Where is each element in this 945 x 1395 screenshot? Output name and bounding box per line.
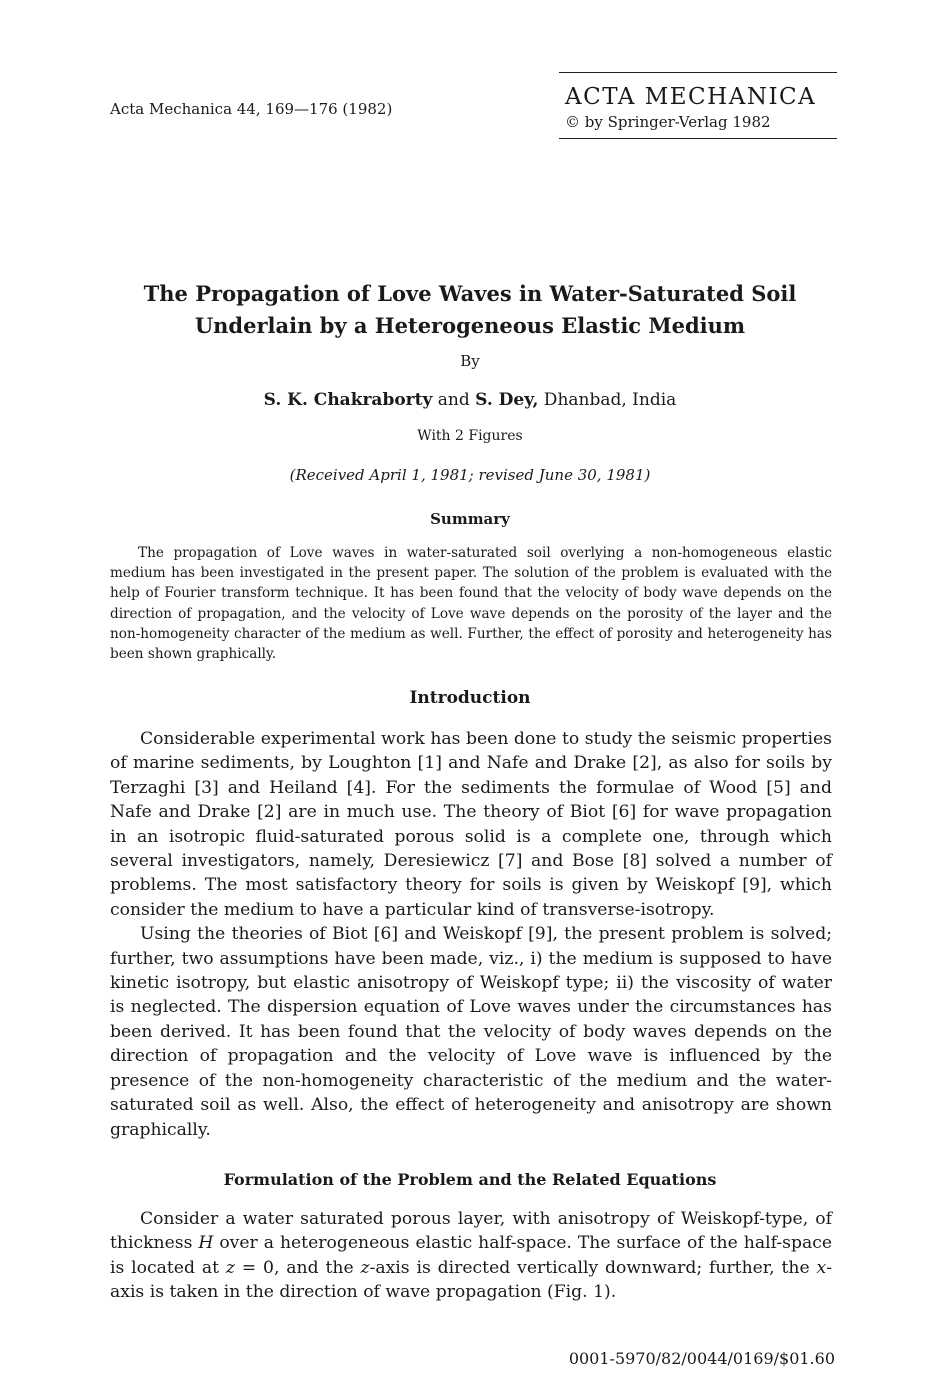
figures-note: With 2 Figures bbox=[417, 428, 523, 444]
formulation-text: -axis is directed vertically downward; further, the bbox=[369, 1257, 817, 1278]
formulation-text: Consider a water saturated porous layer, with anisotropy of Weiskopf-type, of thickness bbox=[110, 1209, 832, 1254]
math-var-H: H bbox=[198, 1233, 214, 1254]
author-location: Dhanbad, India bbox=[538, 390, 677, 410]
introduction-body bbox=[110, 727, 832, 1142]
paper-title bbox=[110, 278, 830, 342]
summary-heading: Summary bbox=[430, 510, 510, 528]
introduction-heading: Introduction bbox=[409, 688, 531, 708]
author-2: S. Dey, bbox=[475, 390, 539, 410]
byline: By bbox=[460, 352, 480, 370]
author-connector: and bbox=[432, 390, 476, 410]
author-1: S. K. Chakraborty bbox=[263, 390, 433, 410]
introduction-paragraph: Considerable experimental work has been done to study the seismic properties of marine sediments, by Loughton [1] and Nafe and Drake [2], as also for soils by Terzaghi [3] and Heiland [4]. For the sediments the formulae of Wood [5] and Nafe and Drake [2] are in much use. The theory of Biot [6] for wave propagation in an isotropic fluid-saturated porous solid is a complete one, through which several investigators, namely, Deresiewicz [7] and Bose [8] solved a number of problems. The most satisfactory theory for soils is given by Weiskopf [9], which consider the medium to have a particular kind of transverse-isotropy. bbox=[110, 729, 832, 920]
received-note: (Received April 1, 1981; revised June 30, 1981) bbox=[289, 466, 651, 484]
journal-citation: Acta Mechanica 44, 169—176 (1982) bbox=[110, 100, 393, 118]
introduction-paragraph: Using the theories of Biot [6] and Weiskopf [9], the present problem is solved; further, two assumptions have been made, viz., i) the medium is supposed to have kinetic isotropy, but elastic anisotropy of Weiskopf type; ii) the viscosity of water is neglected. The dispersion equation of Love waves under the circumstances has been derived. It has been found that the velocity of body waves depends on the direction of propagation and the velocity of Love wave is influenced by the presence of the non-homogeneity characteristic of the medium and the water-saturated soil as well. Also, the effect of heterogeneity and anisotropy are shown graphically. bbox=[110, 924, 832, 1140]
title-line-2: Underlain by a Heterogeneous Elastic Medium bbox=[194, 313, 746, 338]
journal-name: ACTA MECHANICA bbox=[565, 84, 817, 110]
math-var-z: z bbox=[360, 1257, 370, 1278]
math-var-z: z bbox=[225, 1257, 235, 1278]
math-var-x: x bbox=[816, 1257, 827, 1278]
formulation-heading: Formulation of the Problem and the Related Equations bbox=[223, 1170, 717, 1189]
formulation-paragraph bbox=[110, 1207, 832, 1305]
summary-text: The propagation of Love waves in water-saturated soil overlying a non-homogeneous elastic medium has been investigated in the present paper. The solution of the problem is evaluated with the help of Fourier transform technique. It has been found that the velocity of body wave depends on the direction of propagation, and the velocity of Love wave depends on the porosity of the layer and the non-homogeneity character of the medium as well. Further, the effect of porosity and heterogeneity has been shown graphically. bbox=[110, 545, 832, 663]
formulation-text: -axis is taken in the direction of wave propagation (Fig. 1). bbox=[110, 1257, 832, 1303]
formulation-text: = 0, and the bbox=[234, 1257, 361, 1278]
journal-masthead bbox=[559, 72, 837, 139]
formulation-text: over a heterogeneous elastic half-space. The surface of the half-space is located at bbox=[110, 1233, 832, 1278]
publisher-code: 0001-5970/82/0044/0169/$01.60 bbox=[568, 1349, 835, 1368]
title-line-1: The Propagation of Love Waves in Water-Saturated Soil bbox=[143, 281, 797, 306]
author-line bbox=[110, 390, 830, 410]
journal-copyright: © by Springer-Verlag 1982 bbox=[565, 113, 771, 131]
formulation-body bbox=[110, 1207, 832, 1305]
